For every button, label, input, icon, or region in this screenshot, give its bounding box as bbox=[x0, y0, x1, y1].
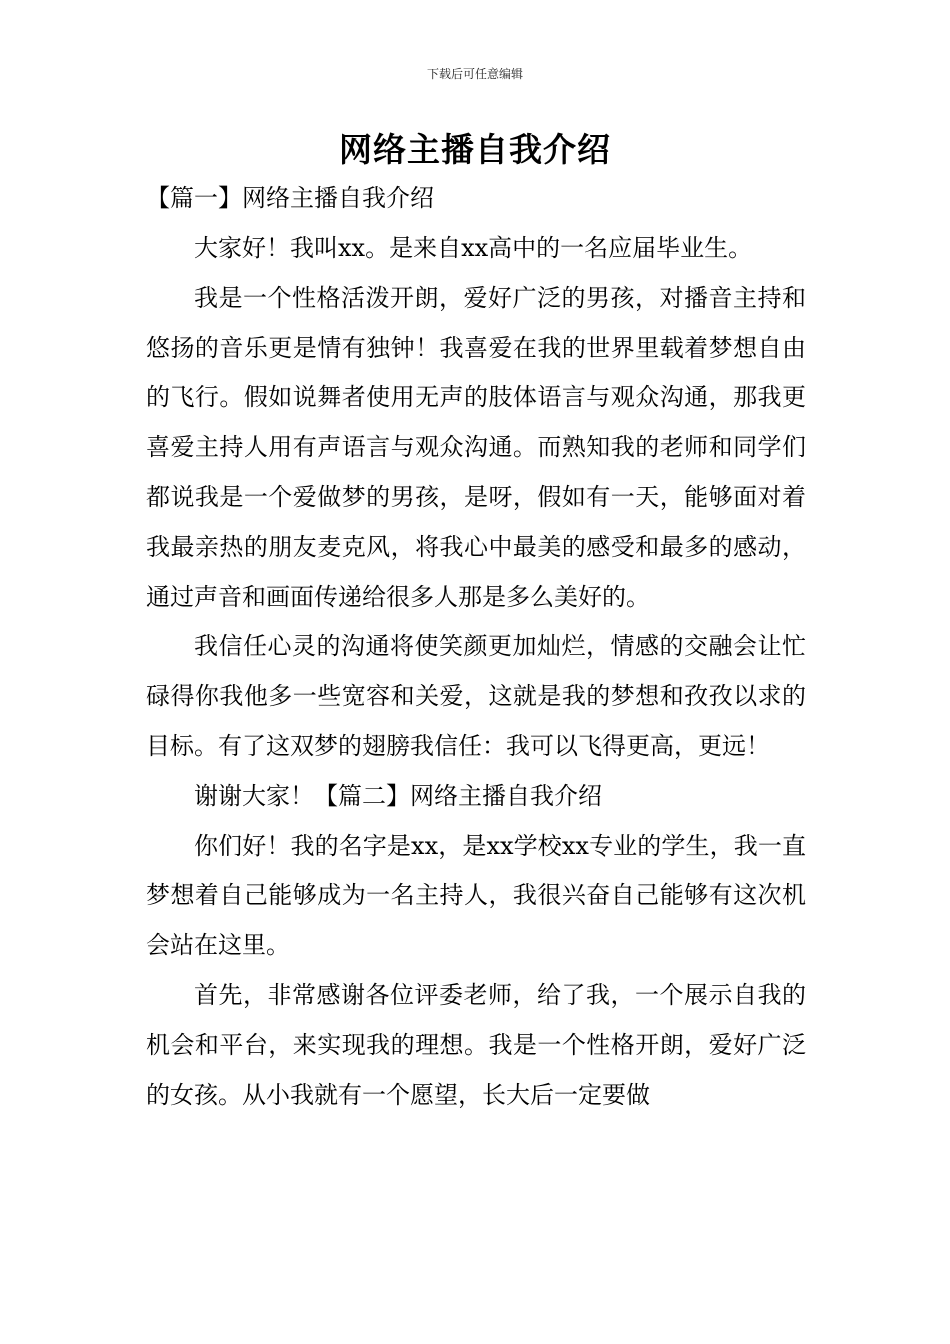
paragraph: 你们好！我的名字是xx，是xx学校xx专业的学生，我一直梦想着自己能够成为一名主持人，我很兴奋自己能够有这次机会站在这里。 bbox=[146, 831, 806, 960]
paragraph: 我信任心灵的沟通将使笑颜更加灿烂，情感的交融会让忙碌得你我他多一些宽容和关爱，这就是我的梦想和孜孜以求的目标。有了这双梦的翅膀我信任：我可以飞得更高，更远！ bbox=[146, 632, 806, 760]
document-body bbox=[146, 224, 806, 1120]
page-header-note: 下载后可任意编辑 bbox=[426, 67, 523, 81]
paragraph: 我是一个性格活泼开朗，爱好广泛的男孩，对播音主持和悠扬的音乐更是情有独钟！我喜爱在我的世界里载着梦想自由的飞行。假如说舞者使用无声的肢体语言与观众沟通，那我更喜爱主持人用有声语言与观众沟通。而熟知我的老师和同学们都说我是一个爱做梦的男孩，是呀，假如有一天，能够面对着我最亲热的朋友麦克风，将我心中最美的感受和最多的感动，通过声音和画面传递给很多人那是多么美好的。 bbox=[146, 283, 806, 611]
document-title: 网络主播自我介绍 bbox=[339, 130, 611, 169]
section-heading: 【篇一】网络主播自我介绍 bbox=[146, 184, 434, 212]
paragraph: 大家好！我叫xx。是来自xx高中的一名应届毕业生。 bbox=[194, 234, 753, 262]
paragraph: 谢谢大家！【篇二】网络主播自我介绍 bbox=[194, 781, 602, 810]
paragraph: 首先，非常感谢各位评委老师，给了我，一个展示自我的机会和平台，来实现我的理想。我是一个性格开朗，爱好广泛的女孩。从小我就有一个愿望，长大后一定要做 bbox=[146, 980, 806, 1109]
